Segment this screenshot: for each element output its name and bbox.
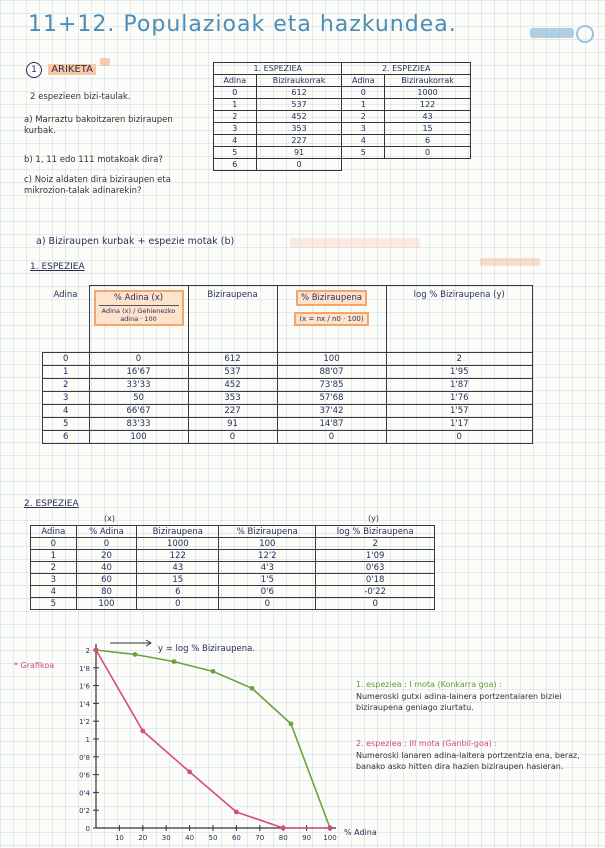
life-table [213, 62, 471, 171]
table-row [43, 418, 533, 431]
col-pct-survival: % Biziraupena [219, 526, 316, 538]
y-axis-label: y = log % Biziraupena. [158, 644, 256, 654]
species-1-point [250, 686, 255, 691]
table-cell: -0'22 [316, 586, 435, 598]
table-cell: 0 [89, 353, 188, 366]
species-1-table [42, 285, 533, 444]
table-cell: 612 [188, 353, 277, 366]
species-2-note-text: Numeroski lanaren adina-laitera portzentzia ena, beraz, banako asko hitten dira hazien biziraupen hasieran. [356, 750, 580, 771]
table-cell: 4'3 [219, 562, 316, 574]
table-cell: 0 [76, 538, 137, 550]
graph-axes [96, 640, 336, 828]
table-cell: 122 [385, 99, 471, 111]
table-cell: 1 [43, 366, 90, 379]
col-pct-age [89, 286, 188, 353]
table-cell: 1'76 [386, 392, 533, 405]
table-cell: 1'09 [316, 550, 435, 562]
x-tick-label: 10 [114, 834, 124, 842]
col-pct-survival [277, 286, 386, 353]
table-cell: 0 [188, 431, 277, 444]
species-2-point [328, 826, 333, 831]
pct-survival-formula: (x = nx / n0 · 100) [294, 312, 368, 326]
table-cell: 3 [31, 574, 77, 586]
table-row [31, 538, 435, 550]
species-1-label: 1. ESPEZIEA [30, 262, 85, 272]
table-cell: 37'42 [277, 405, 386, 418]
highlighter-mark [530, 28, 574, 38]
table-row [214, 111, 471, 123]
species-2-note [356, 738, 586, 773]
table-cell: 0 [316, 598, 435, 610]
x-marker: (x) [104, 514, 115, 523]
table-cell: 0 [214, 87, 257, 99]
table-cell: 353 [188, 392, 277, 405]
table-cell: 4 [342, 135, 385, 147]
table-cell: 60 [76, 574, 137, 586]
table-cell: 0'63 [316, 562, 435, 574]
table-cell: 2 [342, 111, 385, 123]
table-cell: 2 [43, 379, 90, 392]
col-age-1: Adina [214, 75, 257, 87]
graph-label: * Grafikoa [14, 661, 55, 670]
table-cell: 0 [31, 538, 77, 550]
pct-survival-title: % Biziraupena [300, 293, 363, 303]
table-cell: 50 [89, 392, 188, 405]
x-tick-label: 90 [302, 834, 312, 842]
question-a: a) Marraztu bakoitzaren biziraupen kurbak. [24, 115, 173, 136]
exercise-heading [26, 62, 96, 78]
table-cell [385, 159, 471, 171]
table-cell: 5 [31, 598, 77, 610]
table-cell: 1 [214, 99, 257, 111]
species-1-point [211, 669, 216, 674]
table-row [31, 550, 435, 562]
page-title: 11+12. Populazioak eta hazkundea. [28, 12, 457, 37]
col-age-2: Adina [342, 75, 385, 87]
table-cell: 0 [277, 431, 386, 444]
question-c: c) Noiz aldaten dira biziraupen eta mikrozion-talak adinarekin? [24, 175, 171, 196]
table-cell: 66'67 [89, 405, 188, 418]
table-cell: 0 [386, 431, 533, 444]
table-cell: 14'87 [277, 418, 386, 431]
col-survivors-1: Biziraukorrak [256, 75, 342, 87]
table-cell: 6 [137, 586, 219, 598]
table-cell: 40 [76, 562, 137, 574]
x-axis-label: % Adina [344, 828, 377, 837]
table-row [43, 392, 533, 405]
table-cell: 537 [256, 99, 342, 111]
table-cell: 0 [219, 598, 316, 610]
table-row [214, 159, 471, 171]
table-cell: 1'17 [386, 418, 533, 431]
table-cell [342, 159, 385, 171]
table-cell: 0 [385, 147, 471, 159]
pct-age-formula: Adina (x) / Gehienezko adina · 100 [99, 305, 179, 323]
table-cell: 0 [342, 87, 385, 99]
y-tick-label: 0 [85, 825, 90, 833]
table-cell: 537 [188, 366, 277, 379]
x-tick-label: 70 [255, 834, 265, 842]
exercise-number: 1 [26, 62, 42, 78]
table-row [214, 87, 471, 99]
table-row [214, 123, 471, 135]
y-tick-label: 1'6 [79, 682, 90, 691]
col-log-survival: log % Biziraupena (y) [386, 286, 533, 353]
section-a-heading: a) Biziraupen kurbak + espezie motak (b) [36, 236, 235, 247]
table-cell: 73'85 [277, 379, 386, 392]
y-tick-label: 1'4 [79, 700, 90, 709]
y-tick-label: 0'4 [79, 789, 90, 798]
table-cell: 91 [256, 147, 342, 159]
table-cell: 0'6 [219, 586, 316, 598]
table-row [43, 405, 533, 418]
table-row [31, 574, 435, 586]
table-cell: 5 [342, 147, 385, 159]
table-cell: 100 [219, 538, 316, 550]
x-tick-label: 50 [208, 834, 218, 842]
table-cell: 43 [137, 562, 219, 574]
table-cell: 452 [188, 379, 277, 392]
orange-mark [480, 258, 540, 266]
table-row [43, 353, 533, 366]
y-tick-label: 0'6 [79, 771, 90, 780]
exercise-intro: 2 espezieen bizi-taulak. [30, 92, 131, 102]
table-cell: 16'67 [89, 366, 188, 379]
question-b: b) 1, 11 edo 111 motakoak dira? [24, 155, 163, 165]
x-tick-label: 60 [231, 834, 241, 842]
table-cell: 100 [89, 431, 188, 444]
y-tick-label: 1 [85, 736, 90, 744]
y-tick-label: 1'2 [79, 718, 90, 727]
col-survivors-2: Biziraukorrak [385, 75, 471, 87]
x-tick-label: 20 [138, 834, 148, 842]
table-cell: 0 [137, 598, 219, 610]
faded-note [290, 238, 420, 248]
y-tick-label: 1'8 [79, 664, 90, 673]
table-cell: 227 [256, 135, 342, 147]
table-cell: 1000 [137, 538, 219, 550]
table-cell: 3 [43, 392, 90, 405]
y-tick-label: 0'8 [79, 753, 90, 762]
x-tick-label: 80 [278, 834, 288, 842]
table-cell: 1'5 [219, 574, 316, 586]
table-cell: 227 [188, 405, 277, 418]
species-1-point [172, 659, 177, 664]
orange-mark [100, 58, 110, 66]
table-cell: 612 [256, 87, 342, 99]
table-cell: 122 [137, 550, 219, 562]
table-cell: 1000 [385, 87, 471, 99]
x-tick-label: 30 [161, 834, 171, 842]
table-cell: 57'68 [277, 392, 386, 405]
species-1-note-text: Numeroski gutxi adina-lainera portzentaiaren biziei biziraupena geniago ziurtatu. [356, 691, 562, 712]
table-row [31, 598, 435, 610]
table-cell: 100 [277, 353, 386, 366]
table-cell: 1 [342, 99, 385, 111]
table-cell: 15 [385, 123, 471, 135]
y-tick-label: 2 [85, 647, 90, 655]
table-cell: 4 [214, 135, 257, 147]
y-marker: (y) [368, 514, 379, 523]
table-row [214, 147, 471, 159]
survival-curve-graph [60, 640, 377, 845]
species-2-note-title: 2. espeziea : III mota (Ganbil-goa) : [356, 739, 498, 748]
table-cell: 5 [214, 147, 257, 159]
y-tick-label: 0'2 [79, 807, 90, 816]
pct-survival-box [296, 290, 367, 306]
group-header-species-1: 1. ESPEZIEA [214, 63, 342, 75]
col-survival: Biziraupena [188, 286, 277, 353]
table-cell: 12'2 [219, 550, 316, 562]
species-2-point [281, 826, 286, 831]
col-age: Adina [43, 286, 90, 353]
table-cell: 0 [43, 353, 90, 366]
species-2-line [96, 650, 330, 828]
species-1-point [289, 721, 294, 726]
table-cell: 3 [342, 123, 385, 135]
group-header-species-2: 2. ESPEZIEA [342, 63, 471, 75]
table-cell: 2 [214, 111, 257, 123]
table-row [31, 586, 435, 598]
col-age: Adina [31, 526, 77, 538]
species-2-table [30, 525, 435, 610]
table-cell: 1 [31, 550, 77, 562]
table-cell: 1'57 [386, 405, 533, 418]
table-cell: 5 [43, 418, 90, 431]
species-1-point [133, 652, 138, 657]
table-cell: 20 [76, 550, 137, 562]
table-cell: 2 [31, 562, 77, 574]
table-cell: 33'33 [89, 379, 188, 392]
table-cell: 83'33 [89, 418, 188, 431]
table-cell: 6 [43, 431, 90, 444]
table-cell: 80 [76, 586, 137, 598]
table-cell: 3 [214, 123, 257, 135]
table-cell: 100 [76, 598, 137, 610]
col-pct-age: % Adina [76, 526, 137, 538]
table-row [214, 135, 471, 147]
col-log-survival: log % Biziraupena [316, 526, 435, 538]
table-row [214, 99, 471, 111]
table-row [43, 366, 533, 379]
species-2-point [187, 770, 192, 775]
table-cell: 2 [386, 353, 533, 366]
table-row [31, 562, 435, 574]
table-cell: 4 [31, 586, 77, 598]
doodle-circle [576, 25, 594, 43]
species-1-note [356, 679, 586, 714]
table-cell: 353 [256, 123, 342, 135]
table-cell: 2 [316, 538, 435, 550]
table-cell: 1'95 [386, 366, 533, 379]
table-cell: 91 [188, 418, 277, 431]
x-tick-label: 100 [323, 834, 337, 842]
species-2-point [140, 729, 145, 734]
col-survival: Biziraupena [137, 526, 219, 538]
table-cell: 1'87 [386, 379, 533, 392]
exercise-label: ARIKETA [48, 64, 96, 75]
table-cell: 6 [385, 135, 471, 147]
table-row [43, 379, 533, 392]
table-cell: 43 [385, 111, 471, 123]
x-tick-label: 40 [185, 834, 195, 842]
table-cell: 4 [43, 405, 90, 418]
species-1-note-title: 1. espeziea : I mota (Konkarra goa) : [356, 680, 502, 689]
table-row [43, 431, 533, 444]
table-cell: 0 [256, 159, 342, 171]
species-2-label: 2. ESPEZIEA [24, 499, 79, 509]
pct-age-box [94, 290, 184, 326]
table-cell: 0'18 [316, 574, 435, 586]
species-2-point [234, 810, 239, 815]
species-2-point [94, 648, 99, 653]
table-cell: 88'07 [277, 366, 386, 379]
pct-age-title: % Adina (x) [113, 293, 164, 303]
graph-series [94, 648, 333, 831]
table-cell: 452 [256, 111, 342, 123]
table-cell: 6 [214, 159, 257, 171]
table-cell: 15 [137, 574, 219, 586]
species-1-line [96, 650, 330, 828]
